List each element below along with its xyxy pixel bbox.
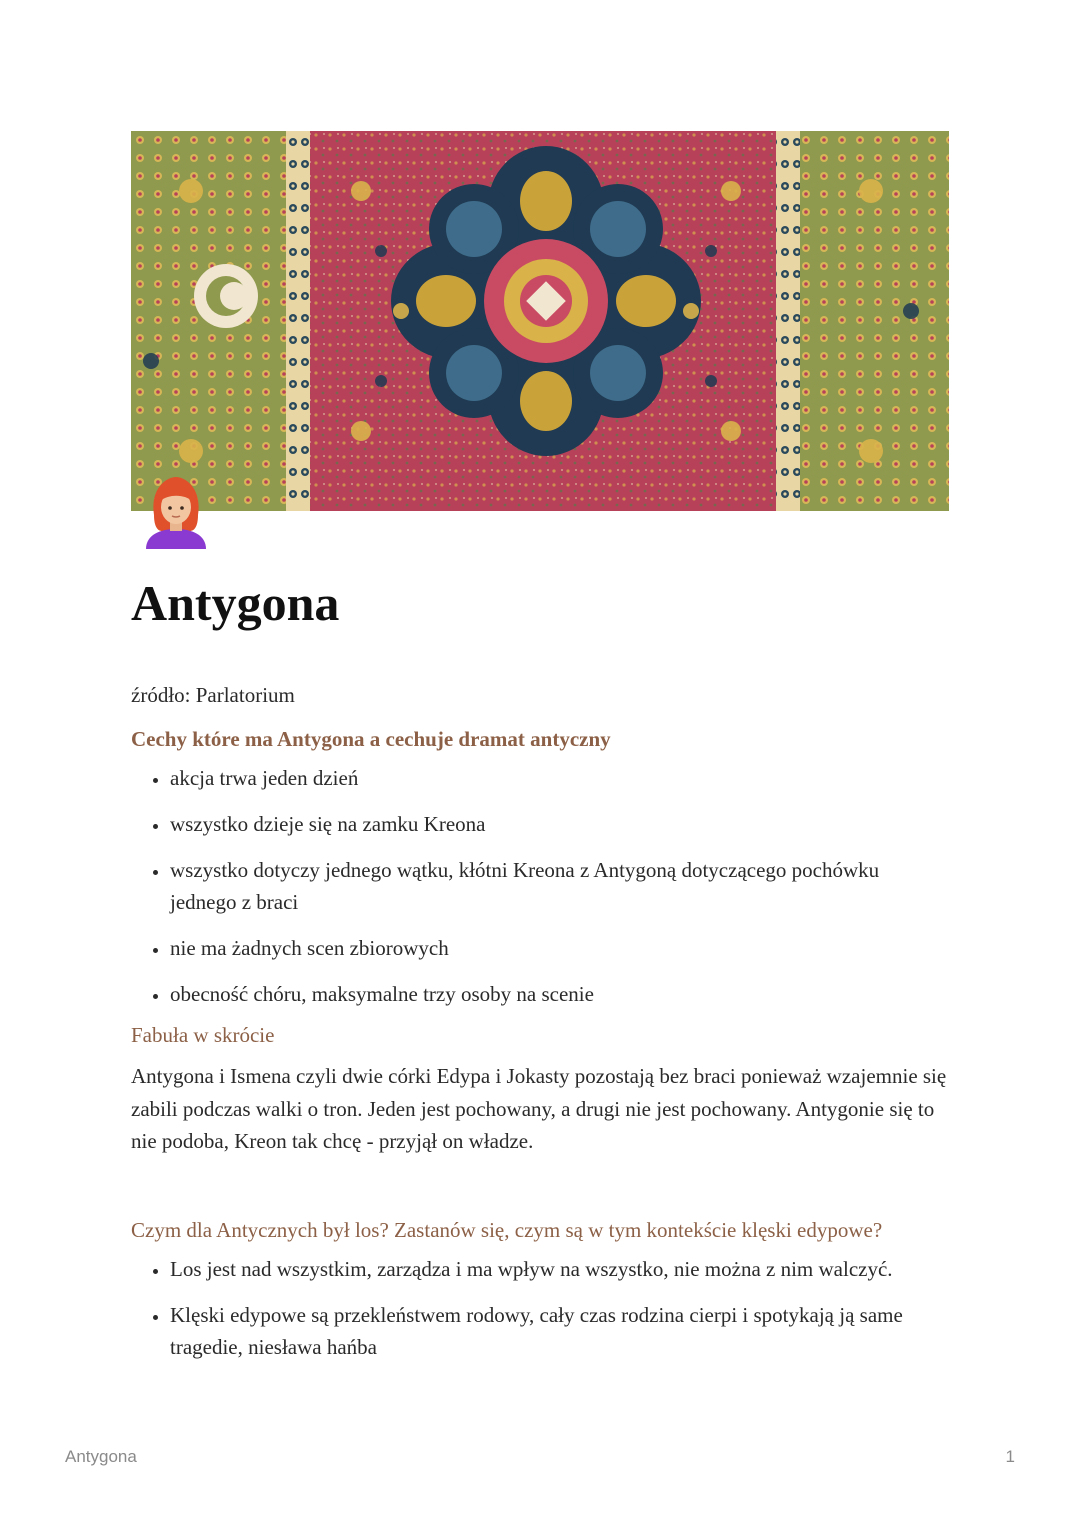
section-heading-fate: Czym dla Antycznych był los? Zastanów się, czym są w tym kontekście klęski edypowe? xyxy=(131,1217,883,1242)
page-number: 1 xyxy=(1005,1447,1015,1466)
list-item: • Klęski edypowe są przekleństwem rodowy, cały czas rodzina cierpi i spotykają ją same tragedie, niesława hańba xyxy=(170,1299,949,1363)
source-text: źródło: Parlatorium xyxy=(131,683,295,707)
list-item: • Los jest nad wszystkim, zarządza i ma wpływ na wszystko, nie można z nim walczyć. xyxy=(170,1253,949,1285)
footer-title: Antygona xyxy=(65,1447,137,1466)
list-item: • nie ma żadnych scen zbiorowych xyxy=(170,932,949,964)
section-heading-plot: Fabuła w skrócie xyxy=(131,1023,275,1047)
red-haired-woman-emoji-icon xyxy=(140,475,212,549)
list-item: • akcja trwa jeden dzień xyxy=(170,762,949,794)
cover-image xyxy=(131,131,949,511)
plot-paragraph: Antygona i Ismena czyli dwie córki Edypa i Jokasty pozostają bez braci ponieważ wzajemnie się zabili podczas walki o tron. Jeden jest pochowany, a drugi nie jest pochowany. Antygonie się to nie podoba, Kreon tak chcę - przyjął on władze. xyxy=(131,1064,947,1153)
list-item: • obecność chóru, maksymalne trzy osoby na scenie xyxy=(170,978,949,1010)
list-item: • wszystko dzieje się na zamku Kreona xyxy=(170,808,949,840)
features-list xyxy=(131,762,949,1010)
fate-list xyxy=(131,1253,949,1363)
section-heading-features: Cechy które ma Antygona a cechuje dramat antyczny xyxy=(131,727,611,751)
persian-carpet-cover-image xyxy=(131,131,949,511)
list-item: • wszystko dotyczy jednego wątku, kłótni Kreona z Antygoną dotyczącego pochówku jednego z braci xyxy=(170,854,949,918)
document-content xyxy=(131,560,949,1377)
page-title: Antygona xyxy=(131,575,340,631)
